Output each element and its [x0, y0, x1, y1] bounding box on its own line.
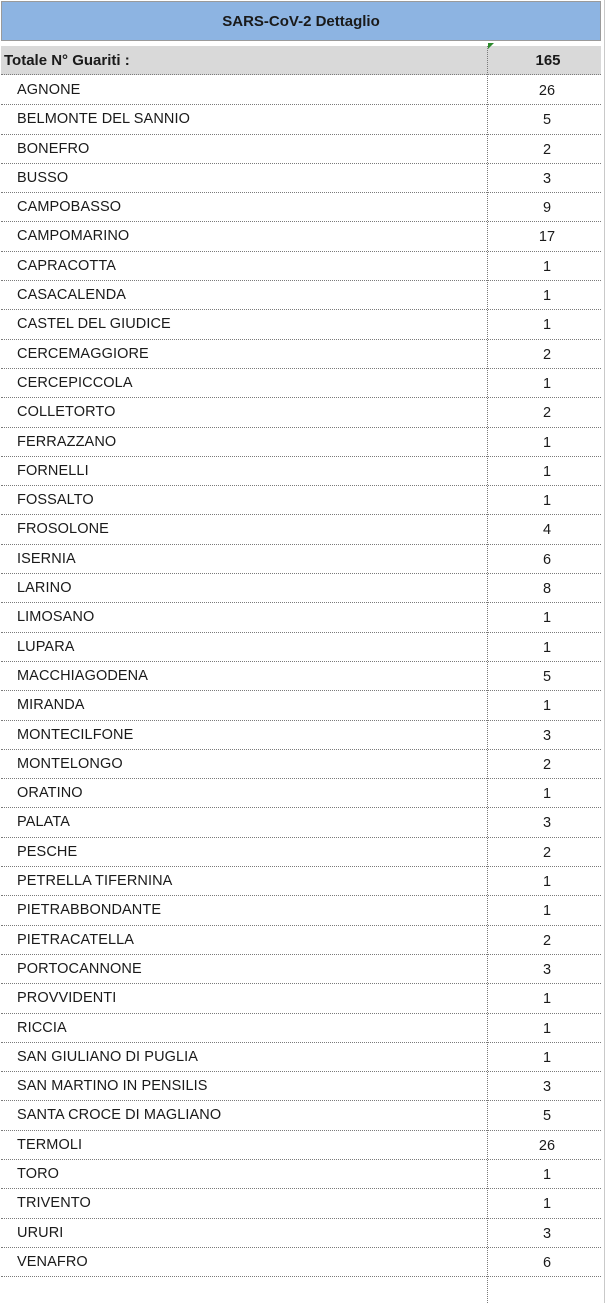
recovered-count: 1 — [542, 288, 552, 305]
recovered-count: 3 — [542, 815, 552, 832]
municipality-name: BELMONTE DEL SANNIO — [17, 111, 190, 128]
municipality-name: LUPARA — [17, 638, 75, 655]
recovered-count: 3 — [542, 170, 552, 187]
municipality-name: BUSSO — [17, 169, 69, 186]
recovered-count: 1 — [542, 317, 552, 334]
table-row[interactable] — [1, 633, 601, 662]
recovered-count: 2 — [542, 932, 552, 949]
recovered-count: 2 — [542, 346, 552, 363]
recovered-count: 26 — [538, 83, 556, 99]
recovered-count: 26 — [538, 1137, 556, 1154]
table-row[interactable] — [1, 691, 601, 720]
table-row[interactable] — [1, 750, 601, 779]
table-row[interactable] — [1, 340, 601, 369]
municipality-name: LARINO — [17, 580, 72, 597]
recovered-count: 1 — [542, 493, 552, 510]
municipality-name: PIETRABBONDANTE — [17, 902, 162, 919]
municipality-name: ISERNIA — [17, 550, 76, 567]
recovered-count: 6 — [542, 551, 552, 568]
municipality-name: BONEFRO — [17, 140, 90, 157]
municipality-name: PIETRACATELLA — [17, 931, 135, 948]
municipality-name: TRIVENTO — [17, 1195, 91, 1212]
municipality-name: SAN MARTINO IN PENSILIS — [17, 1078, 208, 1095]
table-row[interactable] — [1, 515, 601, 544]
municipality-name: PALATA — [17, 814, 70, 831]
municipality-name: TERMOLI — [17, 1136, 83, 1153]
table-row[interactable] — [1, 222, 601, 251]
recovered-count: 2 — [542, 844, 552, 861]
recovered-count: 1 — [542, 1166, 552, 1183]
municipality-name: TORO — [17, 1165, 60, 1182]
table-row[interactable] — [1, 76, 601, 105]
cell-note-marker-icon — [488, 43, 494, 49]
municipality-name: LIMOSANO — [17, 609, 95, 626]
recovered-count: 1 — [542, 375, 552, 392]
municipality-name: CAPRACOTTA — [17, 257, 117, 274]
recovered-count: 1 — [542, 874, 552, 891]
table-row[interactable] — [1, 135, 601, 164]
table-row[interactable] — [1, 1131, 601, 1160]
municipality-name: VENAFRO — [17, 1253, 88, 1270]
table-row[interactable] — [1, 1219, 601, 1248]
table-row[interactable] — [1, 1160, 601, 1189]
municipality-name: CERCEPICCOLA — [17, 374, 133, 391]
table-title-text: SARS-CoV-2 Dettaglio — [222, 12, 380, 30]
table-row[interactable] — [1, 105, 601, 134]
municipality-name: FROSOLONE — [17, 521, 109, 538]
table-row[interactable] — [1, 369, 601, 398]
recovered-count: 1 — [542, 434, 552, 451]
municipality-name: FERRAZZANO — [17, 433, 117, 450]
table-row[interactable] — [1, 164, 601, 193]
recovered-count: 5 — [542, 1108, 552, 1125]
table-row[interactable] — [1, 1072, 601, 1101]
municipality-name: PROVVIDENTI — [17, 990, 117, 1007]
municipality-name: MIRANDA — [17, 697, 85, 714]
municipality-name: URURI — [17, 1224, 64, 1241]
recovered-count: 17 — [538, 229, 556, 246]
table-row[interactable] — [1, 1043, 601, 1072]
recovered-count: 2 — [542, 141, 552, 158]
recovered-count: 1 — [542, 1196, 552, 1213]
recovered-count: 1 — [542, 903, 552, 920]
table-row[interactable] — [1, 545, 601, 574]
table-row[interactable] — [1, 457, 601, 486]
municipality-name: COLLETORTO — [17, 404, 116, 421]
table-row[interactable] — [1, 1248, 601, 1277]
municipality-name: PESCHE — [17, 843, 78, 860]
recovered-count: 3 — [542, 727, 552, 744]
recovered-count: 1 — [542, 258, 552, 275]
total-row[interactable] — [1, 46, 601, 75]
table-row[interactable] — [1, 486, 601, 515]
table-row[interactable] — [1, 310, 601, 339]
table-row[interactable] — [1, 896, 601, 925]
table-row[interactable] — [1, 193, 601, 222]
total-value: 165 — [535, 52, 561, 69]
recovered-count: 1 — [542, 1020, 552, 1037]
municipality-name: ORATINO — [17, 785, 83, 802]
recovered-count: 3 — [542, 1079, 552, 1096]
recovered-count: 6 — [542, 1254, 552, 1271]
recovered-count: 9 — [542, 200, 552, 217]
recovered-count: 1 — [542, 786, 552, 803]
recovered-count: 5 — [542, 112, 552, 129]
table-row[interactable] — [1, 984, 601, 1013]
recovered-count: 2 — [542, 405, 552, 422]
recovered-count: 4 — [542, 522, 552, 539]
municipality-name: CERCEMAGGIORE — [17, 345, 149, 362]
municipality-name: MACCHIAGODENA — [17, 667, 149, 684]
municipality-name: CASACALENDA — [17, 287, 127, 304]
table-row[interactable] — [1, 721, 601, 750]
municipality-list — [1, 76, 601, 1277]
recovered-count: 3 — [542, 1225, 552, 1242]
recovered-count: 5 — [542, 668, 552, 685]
municipality-name: RICCIA — [17, 1019, 67, 1036]
table-row[interactable] — [1, 574, 601, 603]
municipality-name: CAMPOBASSO — [17, 199, 122, 216]
municipality-name: CASTEL DEL GIUDICE — [17, 316, 171, 333]
table-row[interactable] — [1, 1189, 601, 1218]
recovered-count: 3 — [542, 961, 552, 978]
municipality-name: MONTELONGO — [17, 755, 123, 772]
municipality-name: FORNELLI — [17, 462, 89, 479]
municipality-name: PORTOCANNONE — [17, 960, 142, 977]
municipality-name: SAN GIULIANO DI PUGLIA — [17, 1048, 199, 1065]
recovered-count: 1 — [542, 698, 552, 715]
table-row[interactable] — [1, 926, 601, 955]
table-row[interactable] — [1, 867, 601, 896]
table-row[interactable] — [1, 779, 601, 808]
recovered-count: 1 — [542, 639, 552, 656]
table-row[interactable] — [1, 603, 601, 632]
table-row[interactable] — [1, 955, 601, 984]
table-row[interactable] — [1, 252, 601, 281]
table-title[interactable] — [1, 1, 601, 41]
recovered-count: 8 — [542, 581, 552, 598]
municipality-name: PETRELLA TIFERNINA — [17, 873, 173, 890]
table-row[interactable] — [1, 428, 601, 457]
table-row[interactable] — [1, 281, 601, 310]
table-row[interactable] — [1, 662, 601, 691]
table-row[interactable] — [1, 838, 601, 867]
recovered-count: 1 — [542, 610, 552, 627]
recovered-count: 1 — [542, 991, 552, 1008]
table-row[interactable] — [1, 808, 601, 837]
recovered-count: 1 — [542, 463, 552, 480]
municipality-name: SANTA CROCE DI MAGLIANO — [17, 1107, 222, 1124]
municipality-name: MONTECILFONE — [17, 726, 134, 743]
total-label: Totale N° Guariti : — [4, 52, 130, 69]
municipality-name: CAMPOMARINO — [17, 228, 130, 245]
table-row[interactable] — [1, 398, 601, 427]
municipality-name: FOSSALTO — [17, 492, 94, 509]
recovered-count: 1 — [542, 1049, 552, 1066]
table-row[interactable] — [1, 1014, 601, 1043]
table-row[interactable] — [1, 1101, 601, 1130]
municipality-name: AGNONE — [17, 82, 81, 98]
recovered-count: 2 — [542, 756, 552, 773]
